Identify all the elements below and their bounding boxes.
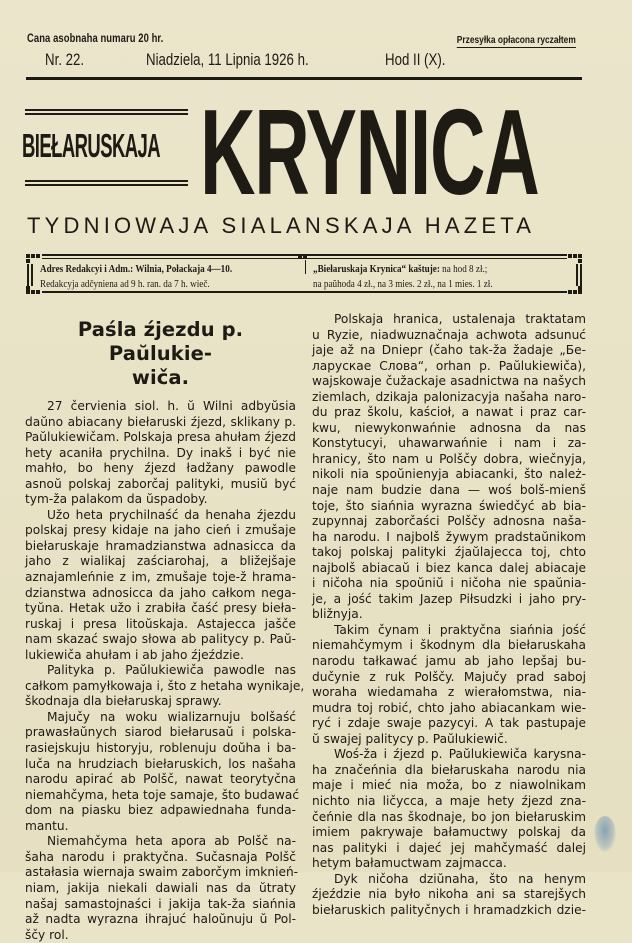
- subscription-label: „Biełaruskaja Krynica“ kaštuje:: [313, 264, 440, 275]
- text-line: škodnaja dla biełaruskaj sprawy.: [25, 694, 222, 709]
- text-line: polskaj presy kidaje na jaho cień i zmušaje: [25, 523, 296, 538]
- text-line: šaha narodu i praktyčna. Sučasnaja Polšč: [25, 849, 296, 864]
- masthead-rule-top: [25, 109, 188, 117]
- text-line: narodu tałkawać jamu ab jaho lepšaj bu-: [312, 654, 586, 669]
- article-left-column: [25, 312, 305, 943]
- text-line: ларускае Слова“, orhan p. Paŭlukiewiča),: [312, 358, 586, 373]
- text-line: nichto nia ličycca, a maje hety źjezd zna-: [312, 793, 586, 808]
- text-line: bližnyja.: [312, 607, 363, 622]
- text-line: imiem pakrywaje bałamuctwy polskaj da: [312, 825, 586, 840]
- office-hours: Redakcyja adčyniena ad 9 h. ran. da 7 h. wieč.: [40, 279, 210, 290]
- text-line: jaho z wialikaj zaściarohaj, a bližejšaje: [25, 554, 296, 569]
- left-column-text: [25, 399, 305, 943]
- issue-info-row: [45, 50, 585, 72]
- text-line: tyŭna. Hetak užo i zrabiła čaść presy bieła-: [25, 601, 296, 616]
- text-line: hety acaniła prychilna. Dy inakš i być nie: [25, 445, 296, 460]
- text-line: čeńnie dla nas škodnaje, bo jon biełaruskim: [312, 809, 586, 824]
- text-line: dom na piasku biez adpawiednaha funda-: [25, 803, 296, 818]
- text-line: mantu.: [25, 818, 69, 833]
- text-line: jaje až na Dniepr (čaho tak-ža žadaje „Бе-: [312, 343, 586, 358]
- text-line: prawasłaŭnych siarod biełarusaŭ i polska-: [25, 725, 296, 740]
- other-prices: na paŭhoda 4 zł., na 3 mies. 2 zł., na 1 mies. 1 zł.: [313, 279, 493, 290]
- text-line: u Ryzie, niadwuznačnaja achwota adsunuć: [312, 327, 586, 342]
- article-headline: [25, 318, 296, 390]
- text-line: biełaruskich palityčnych i hramadzkich dzie-: [312, 902, 586, 917]
- text-line: aznajamleńnie z im, zmušaje toje-ž hrama-: [25, 570, 296, 585]
- text-line: našaj samastojnaści i jakija tak-ža siańnia: [25, 896, 296, 911]
- headline-line-2: wiča.: [131, 366, 190, 389]
- masthead-rule-bottom: [25, 180, 188, 188]
- ink-stain: [594, 816, 616, 852]
- address-label: Adres Redakcyi i Adm.: Wilnia, Połackaja 4—10.: [40, 264, 233, 275]
- text-line: ščy rol.: [25, 927, 69, 942]
- text-line: Niemahčyma heta apora ab Polšč na-: [47, 834, 296, 849]
- issue-number: Nr. 22.: [45, 50, 85, 69]
- text-line: całkom pamyłkowaja i, što z hetaha wynikaje,: [25, 678, 305, 693]
- text-line: woraha wiedamaha z wierałomstwa, nia-: [312, 685, 586, 700]
- text-line: astałasia wiernaja swaim zaborčym imknień-: [25, 865, 299, 880]
- text-line: Konstytucyi, uhawarwańnie i nam i za-: [312, 436, 586, 451]
- text-line: ruskaj i presa litoŭskaja. Astajecca jašče: [25, 616, 296, 631]
- text-line: wajskowaje čužackaje asadnictwa na našych: [312, 374, 586, 389]
- text-line: toje, što siańnia wyrazna świedčyć ab bia-: [312, 498, 586, 513]
- text-line: až nadta wyrazna ihrajuć haloŭnuju ŭ Pol-: [25, 912, 296, 927]
- text-line: takoj polskaj palityki źjaŭlajecca toj, chto: [312, 545, 586, 560]
- text-line: luča na hrudziach biełaruskich, los našaha: [25, 756, 296, 771]
- headline-line-1: Paśla źjezdu p. Paŭlukie-: [77, 318, 244, 365]
- subscription-prices: [313, 262, 493, 292]
- text-line: naje nam budzie dana — woś bolš-mienš: [312, 483, 586, 498]
- text-line: rasiejskuju historyju, roblenuju doŭha i ba-: [25, 741, 296, 756]
- annual-price: na hod 8 zł.;: [439, 264, 488, 275]
- text-line: nam skazać swajo słowa ab palitycy p. Paŭ-: [25, 632, 296, 647]
- text-line: du praz školu, kaścioł, a nawat i praz car-: [312, 405, 586, 420]
- text-line: hranicy, što nam u Polščy dobra, wiečnyja,: [312, 451, 586, 466]
- text-line: Užo heta prychilnaść da henaha źjezdu: [47, 507, 296, 522]
- right-column-text: [312, 312, 586, 918]
- text-line: i ničoha nia spoŭniŭ i ničoha nie spaŭnia-: [312, 576, 586, 591]
- issue-year: Hod II (X).: [385, 50, 446, 69]
- text-line: zupynnaj zaborčaści Polščy adnosna naša-: [312, 514, 586, 529]
- text-line: ha značeńnia dla biełaruskaha narodu nia: [312, 762, 586, 777]
- text-line: mahło, bo heny źjezd ładžany pawodle: [25, 461, 296, 476]
- text-line: maje i mieć nia moža, bo z niawolnikam: [312, 778, 586, 793]
- text-line: Polskaja hranica, ustalenaja traktatam: [334, 312, 586, 326]
- text-line: daŭno abiacany biełaruski źjezd, sklikany p.: [25, 414, 296, 429]
- text-line: ha narodu. I najbolš žywym pradstaŭnikom: [312, 529, 586, 544]
- postage-note: Przesyłka opłacona ryczałtem: [456, 34, 576, 46]
- issue-price: Cana asobnaha numaru 20 hr.: [27, 33, 164, 45]
- text-line: hetym bałamuctwam zajmacca.: [312, 856, 507, 871]
- issue-date: Niadziela, 11 Lipnia 1926 h.: [146, 50, 309, 69]
- text-line: ziemlach, dzikaja palonizacyja našaha naro-: [312, 389, 586, 404]
- text-line: niemahčymym i škodnym dla biełaruskaha: [312, 638, 586, 653]
- text-line: dzianstwa adnosicca da jaho całkom nega-: [25, 585, 296, 600]
- text-line: źjeździe nia było nikoha ani sa starejšych: [312, 887, 586, 902]
- text-line: nikoli nia spoŭnienyja abiacanki, što należ-: [312, 467, 586, 482]
- text-line: kwu, niewykonwańnie adnosna da nas: [312, 420, 586, 435]
- text-line: ryć i zdaje swaje pazycyi. A tak pastupaje: [312, 716, 586, 731]
- article-right-column: [312, 312, 586, 918]
- text-line: asnoŭ polskaj zaborčaj palityki, musiŭ być: [25, 476, 296, 491]
- text-line: najbolš abiacaŭ i biez kanca dalej abiacaje: [312, 560, 586, 575]
- text-line: Majučy na woku wializarnuju bolšaść: [47, 709, 296, 724]
- text-line: mudra toj robić, chto jaho abiacankam wie-: [312, 700, 586, 715]
- info-box: [26, 254, 582, 294]
- text-line: biełaruskaje hramadzianstwa adnasicca da: [25, 538, 296, 553]
- masthead-title: KRYNICA: [200, 84, 539, 220]
- text-line: dučynie z ruk Polščy. Majučy prad saboj: [312, 669, 586, 684]
- text-line: Takim čynam i praktyčna siańnia jość: [334, 622, 586, 637]
- text-line: je, a jość takim Jazep Piłsudzki i jaho pry-: [312, 591, 586, 606]
- editorial-address: [40, 262, 232, 292]
- text-line: lukiewiča ahułam i ab jaho źjeździe.: [25, 647, 244, 662]
- text-line: Paŭlukiewičam. Polskaja presa ahułam źjezd: [25, 430, 296, 445]
- masthead-subtitle: TYDNIOWAJA SIALANSKAJA HAZETA: [27, 213, 536, 238]
- text-line: tym-ža palakom da ŭspadoby.: [25, 492, 208, 507]
- text-line: niam, jakija niekali dawiali nas da ŭtraty: [25, 880, 296, 895]
- text-line: Dyk ničoha dziŭnaha, što na henym: [334, 871, 586, 886]
- header-rule: [26, 77, 582, 80]
- text-line: ŭ swajej palitycy p. Paŭlukiewič.: [312, 731, 508, 746]
- text-line: niemahčyma, heta toje samaje, što budawać: [25, 787, 300, 802]
- text-line: nas palityki i dajeć jej mahčymaść dalej: [312, 840, 586, 855]
- masthead-small-title: BIEŁARUSKAJA: [22, 127, 161, 164]
- text-line: 27 červienia siol. h. ŭ Wilni adbyŭsia: [47, 399, 296, 413]
- text-line: narodu apirać ab Polšč, nawat teorytyčna: [25, 772, 296, 787]
- text-line: Woś-ža i źjezd p. Paŭlukiewiča karysna-: [334, 747, 586, 762]
- text-line: Palityka p. Paŭlukiewiča pawodle nas: [47, 663, 296, 678]
